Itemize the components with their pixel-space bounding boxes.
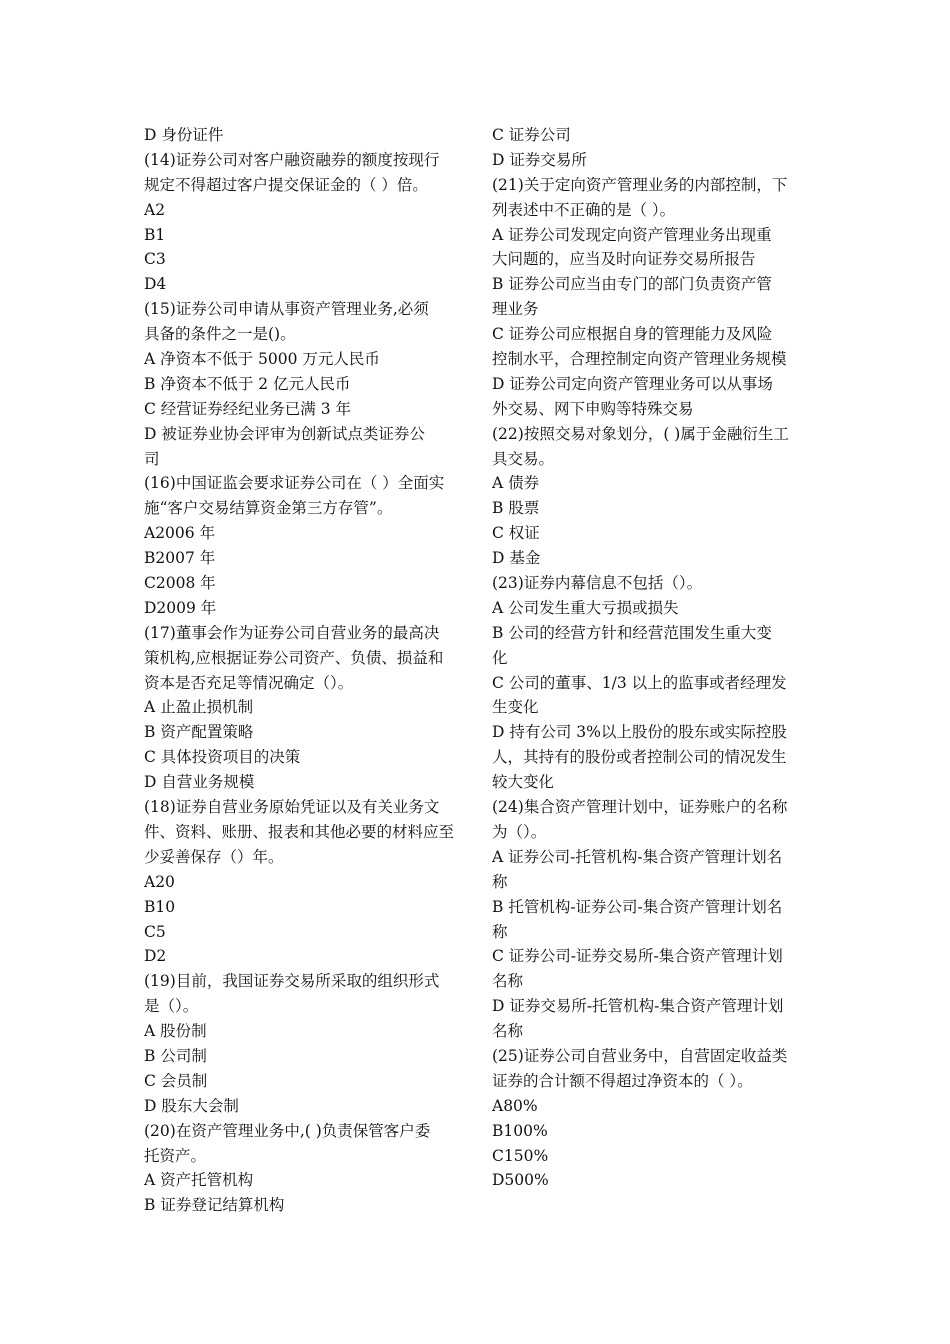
- text-line: 资本是否充足等情况确定（）。: [144, 673, 354, 692]
- text-line: C 证券公司应根据自身的管理能力及风险: [492, 325, 773, 344]
- text-line: A 止盈止损机制: [144, 698, 254, 717]
- text-line: 外交易、网下申购等特殊交易: [492, 399, 694, 418]
- text-line: A 证券公司-托管机构-集合资产管理计划名: [492, 847, 783, 866]
- text-line: C5: [144, 922, 166, 941]
- text-line: 列表述中不正确的是（ ）。: [492, 200, 676, 219]
- text-line: (14)证券公司对客户融资融券的额度按现行: [144, 150, 440, 169]
- text-line: B 证券公司应当由专门的部门负责资产管: [492, 275, 772, 294]
- text-line: 件、资料、账册、报表和其他必要的材料应至: [144, 822, 455, 841]
- text-line: 证券的合计额不得超过净资本的（ ）。: [492, 1071, 753, 1090]
- text-line: 称: [492, 922, 508, 941]
- left-column: [144, 123, 462, 1218]
- text-line: A 公司发生重大亏损或损失: [492, 598, 679, 617]
- text-line: D 自营业务规模: [144, 773, 255, 792]
- text-line: 理业务: [492, 300, 539, 319]
- text-line: A 净资本不低于 5000 万元人民币: [144, 350, 380, 369]
- text-line: (18)证券自营业务原始凭证以及有关业务文: [144, 798, 440, 817]
- text-line: 托资产。: [144, 1146, 207, 1165]
- text-line: D 持有公司 3%以上股份的股东或实际控股: [492, 723, 787, 742]
- text-line: (16)中国证监会要求证券公司在（ ）全面实: [144, 474, 445, 493]
- text-line: A 股份制: [144, 1022, 207, 1041]
- text-line: (19)目前，我国证券交易所采取的组织形式: [144, 972, 440, 991]
- text-line: A2006 年: [144, 524, 216, 543]
- text-line: B 证券登记结算机构: [144, 1196, 285, 1215]
- right-column: [492, 123, 810, 1193]
- text-line: (22)按照交易对象划分，( )属于金融衍生工: [492, 424, 789, 443]
- text-line: 生变化: [492, 698, 539, 717]
- text-line: D 身份证件: [144, 126, 224, 144]
- text-line: A2: [144, 200, 166, 219]
- text-line: D 证券交易所: [492, 150, 587, 169]
- text-line: D2009 年: [144, 598, 217, 617]
- text-line: D4: [144, 275, 167, 294]
- text-line: B1: [144, 225, 166, 244]
- text-line: 化: [492, 648, 508, 667]
- text-line: C2008 年: [144, 574, 216, 593]
- text-line: D500%: [492, 1171, 549, 1190]
- text-line: 是（）。: [144, 997, 199, 1016]
- text-line: C 经营证券经纪业务已满 3 年: [144, 399, 352, 418]
- text-line: A 证券公司发现定向资产管理业务出现重: [492, 225, 772, 244]
- text-line: B10: [144, 897, 176, 916]
- text-line: (25)证券公司自营业务中，自营固定收益类: [492, 1046, 788, 1065]
- text-line: C 证券公司: [492, 126, 571, 144]
- text-line: 大问题的，应当及时向证券交易所报告: [492, 250, 756, 269]
- text-line: B2007 年: [144, 549, 216, 568]
- text-line: (23)证券内幕信息不包括（）。: [492, 574, 703, 593]
- text-line: B 股票: [492, 499, 540, 518]
- text-line: B 公司的经营方针和经营范围发生重大变: [492, 623, 772, 642]
- text-line: B 资产配置策略: [144, 723, 254, 742]
- text-line: A80%: [492, 1096, 538, 1115]
- text-line: (15)证券公司申请从事资产管理业务,必须: [144, 300, 429, 319]
- text-line: (24)集合资产管理计划中，证券账户的名称: [492, 798, 788, 817]
- text-line: B100%: [492, 1121, 548, 1140]
- text-line: C3: [144, 250, 166, 269]
- text-line: D 被证券业协会评审为创新试点类证券公: [144, 424, 425, 443]
- text-line: (20)在资产管理业务中,( )负责保管客户委: [144, 1121, 431, 1140]
- text-line: C 具体投资项目的决策: [144, 748, 301, 767]
- text-line: D2: [144, 947, 167, 966]
- text-line: A 资产托管机构: [144, 1171, 254, 1190]
- text-line: C 会员制: [144, 1071, 208, 1090]
- text-line: 具交易。: [492, 449, 555, 468]
- text-line: D 股东大会制: [144, 1096, 239, 1115]
- text-line: C 公司的董事、1/3 以上的监事或者经理发: [492, 673, 787, 692]
- text-line: C 证券公司-证券交易所-集合资产管理计划: [492, 947, 783, 966]
- text-line: 称: [492, 872, 508, 891]
- text-line: 为（）。: [492, 822, 547, 841]
- text-line: A 债券: [492, 474, 540, 493]
- text-line: 策机构,应根据证券公司资产、负债、损益和: [144, 648, 444, 667]
- text-line: 人，其持有的股份或者控制公司的情况发生: [492, 748, 787, 767]
- text-line: (17)董事会作为证券公司自营业务的最高决: [144, 623, 440, 642]
- text-line: 规定不得超过客户提交保证金的（ ）倍。: [144, 175, 428, 194]
- text-line: 少妥善保存（）年。: [144, 847, 284, 866]
- text-line: 施“客户交易结算资金第三方存管”。: [144, 499, 393, 518]
- text-line: 名称: [492, 972, 524, 991]
- text-line: 司: [144, 449, 160, 468]
- text-line: (21)关于定向资产管理业务的内部控制，下: [492, 175, 788, 194]
- text-line: D 证券交易所-托管机构-集合资产管理计划: [492, 997, 784, 1016]
- text-line: 较大变化: [492, 773, 555, 792]
- text-line: C150%: [492, 1146, 549, 1165]
- text-line: B 托管机构-证券公司-集合资产管理计划名: [492, 897, 783, 916]
- text-line: B 净资本不低于 2 亿元人民币: [144, 374, 351, 393]
- text-line: D 证券公司定向资产管理业务可以从事场: [492, 374, 773, 393]
- text-line: A20: [144, 872, 175, 891]
- text-line: B 公司制: [144, 1046, 207, 1065]
- text-line: D 基金: [492, 549, 541, 568]
- text-line: 名称: [492, 1022, 524, 1041]
- text-line: 具备的条件之一是()。: [144, 325, 296, 344]
- text-line: C 权证: [492, 524, 540, 543]
- text-line: 控制水平，合理控制定向资产管理业务规模: [492, 350, 787, 369]
